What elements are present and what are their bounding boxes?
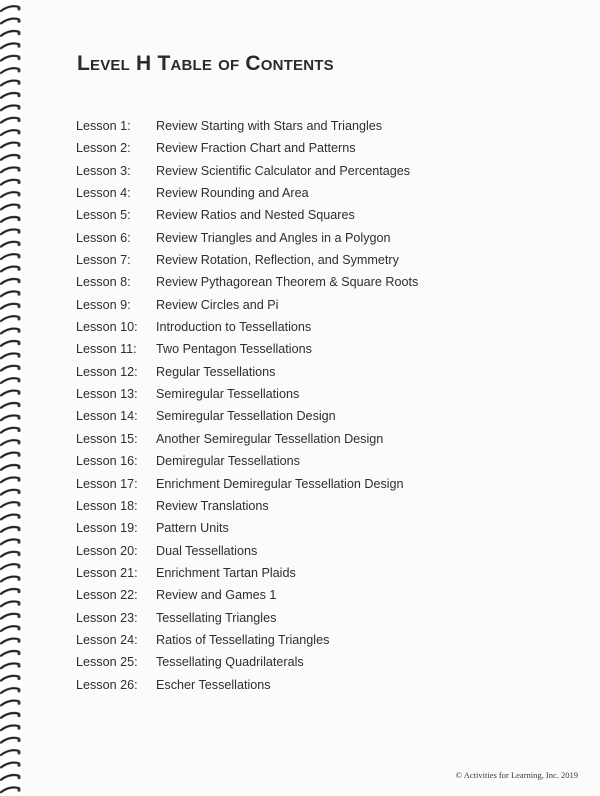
lesson-number: Lesson 8: bbox=[76, 275, 131, 290]
lesson-number: Lesson 5: bbox=[76, 208, 131, 223]
lesson-number: Lesson 19: bbox=[76, 521, 138, 536]
toc-entry bbox=[76, 473, 418, 495]
spiral-coil bbox=[1, 403, 21, 408]
toc-entry bbox=[76, 383, 418, 405]
spiral-coil bbox=[1, 601, 21, 606]
lesson-title: Tessellating Quadrilaterals bbox=[156, 655, 304, 670]
spiral-coil bbox=[1, 465, 21, 470]
spiral-coil bbox=[1, 155, 21, 160]
spiral-coil bbox=[1, 329, 21, 334]
lesson-number: Lesson 22: bbox=[76, 588, 138, 603]
spiral-coil bbox=[1, 415, 21, 420]
spiral-coil bbox=[1, 130, 21, 135]
spiral-coil bbox=[1, 291, 21, 296]
spiral-binding bbox=[0, 0, 22, 796]
lesson-title: Semiregular Tessellations bbox=[156, 387, 300, 402]
spiral-coil bbox=[1, 614, 21, 619]
lesson-number: Lesson 12: bbox=[76, 364, 138, 379]
spiral-coil bbox=[1, 688, 21, 693]
toc-entry bbox=[76, 629, 418, 651]
spiral-coil bbox=[1, 43, 21, 48]
toc-entry bbox=[76, 495, 418, 517]
spiral-coil bbox=[1, 502, 21, 507]
lesson-title: Enrichment Tartan Plaids bbox=[156, 565, 296, 580]
lesson-number: Lesson 1: bbox=[76, 119, 131, 133]
spiral-coil bbox=[1, 626, 21, 631]
lesson-number: Lesson 20: bbox=[76, 543, 138, 558]
spiral-coil bbox=[1, 254, 21, 259]
spiral-coil bbox=[1, 775, 21, 780]
spiral-coil bbox=[1, 217, 21, 222]
lesson-title: Review and Games 1 bbox=[156, 588, 277, 603]
toc-entry bbox=[76, 115, 418, 137]
toc-entry bbox=[76, 338, 418, 360]
toc-entry bbox=[76, 361, 418, 383]
lesson-title: Review Translations bbox=[156, 498, 269, 513]
lesson-title: Demiregular Tessellations bbox=[156, 454, 300, 469]
spiral-coil bbox=[1, 787, 21, 792]
lesson-number: Lesson 21: bbox=[76, 565, 138, 580]
lesson-title: Escher Tessellations bbox=[156, 677, 271, 692]
lesson-title: Tessellating Triangles bbox=[156, 610, 277, 625]
spiral-coil bbox=[1, 31, 21, 36]
spiral-coil bbox=[1, 701, 21, 706]
lesson-title: Review Triangles and Angles in a Polygon bbox=[156, 230, 391, 245]
lesson-title: Enrichment Demiregular Tessellation Design bbox=[156, 476, 404, 491]
copyright-notice: © Activities for Learning, Inc. 2019 bbox=[455, 770, 578, 780]
lesson-title: Review Starting with Stars and Triangles bbox=[156, 119, 383, 133]
spiral-coil bbox=[1, 676, 21, 681]
spiral-coil bbox=[1, 428, 21, 433]
spiral-coil bbox=[1, 118, 21, 123]
toc-entry bbox=[76, 249, 418, 271]
toc-entry bbox=[76, 405, 418, 427]
spiral-coil bbox=[1, 378, 21, 383]
spiral-coil bbox=[1, 564, 21, 569]
spiral-coil bbox=[1, 391, 21, 396]
spiral-coil bbox=[1, 577, 21, 582]
lesson-title: Review Rotation, Reflection, and Symmetry bbox=[156, 253, 399, 268]
spiral-coil bbox=[1, 552, 21, 557]
toc-entry bbox=[76, 316, 418, 338]
lesson-number: Lesson 3: bbox=[76, 163, 131, 178]
spiral-coil bbox=[1, 167, 21, 172]
spiral-coil bbox=[1, 205, 21, 210]
lesson-title: Review Fraction Chart and Patterns bbox=[156, 141, 356, 156]
lesson-number: Lesson 14: bbox=[76, 409, 138, 424]
spiral-coil bbox=[1, 440, 21, 445]
toc-entry bbox=[76, 137, 418, 159]
spiral-coil bbox=[1, 180, 21, 185]
spiral-coil bbox=[1, 663, 21, 668]
lesson-title: Dual Tessellations bbox=[156, 543, 258, 558]
lesson-number: Lesson 26: bbox=[76, 677, 138, 692]
spiral-coil bbox=[1, 539, 21, 544]
lesson-title: Introduction to Tessellations bbox=[156, 320, 312, 335]
toc-entry bbox=[76, 450, 418, 472]
spiral-coil bbox=[1, 725, 21, 730]
toc-entry bbox=[76, 204, 418, 226]
spiral-coil bbox=[1, 19, 21, 24]
toc-entry bbox=[76, 182, 418, 204]
spiral-coil bbox=[1, 192, 21, 197]
spiral-coil bbox=[1, 353, 21, 358]
spiral-coil bbox=[1, 527, 21, 532]
spiral-coil bbox=[1, 267, 21, 272]
spiral-coil bbox=[1, 143, 21, 148]
lesson-number: Lesson 17: bbox=[76, 476, 138, 491]
lesson-number: Lesson 2: bbox=[76, 141, 131, 156]
toc-entry bbox=[76, 674, 418, 696]
lesson-number: Lesson 24: bbox=[76, 632, 138, 647]
lesson-title: Review Scientific Calculator and Percentages bbox=[156, 163, 411, 178]
lesson-number: Lesson 4: bbox=[76, 186, 131, 201]
spiral-coil bbox=[1, 750, 21, 755]
spiral-coil bbox=[1, 56, 21, 61]
lesson-title: Pattern Units bbox=[156, 521, 229, 536]
spiral-coil bbox=[1, 68, 21, 73]
toc-entry bbox=[76, 227, 418, 249]
lesson-number: Lesson 11: bbox=[76, 342, 137, 357]
spiral-coil bbox=[1, 242, 21, 247]
spiral-binding-graphic bbox=[0, 0, 22, 796]
toc-entry bbox=[76, 428, 418, 450]
lesson-number: Lesson 15: bbox=[76, 431, 138, 446]
lesson-number: Lesson 13: bbox=[76, 387, 138, 402]
spiral-coil bbox=[1, 341, 21, 346]
spiral-coil bbox=[1, 763, 21, 768]
toc-entry bbox=[76, 271, 418, 293]
lesson-title: Ratios of Tessellating Triangles bbox=[156, 632, 330, 647]
toc-entry bbox=[76, 562, 418, 584]
spiral-coil bbox=[1, 105, 21, 110]
spiral-coil bbox=[1, 589, 21, 594]
spiral-coil bbox=[1, 713, 21, 718]
toc-entry bbox=[76, 584, 418, 606]
toc-entry bbox=[76, 540, 418, 562]
lesson-title: Another Semiregular Tessellation Design bbox=[156, 431, 384, 446]
spiral-coil bbox=[1, 477, 21, 482]
lesson-title: Semiregular Tessellation Design bbox=[156, 409, 336, 424]
table-of-contents bbox=[76, 115, 418, 696]
lesson-title: Review Ratios and Nested Squares bbox=[156, 208, 355, 223]
spiral-coil bbox=[1, 639, 21, 644]
lesson-title: Review Pythagorean Theorem & Square Roots bbox=[156, 275, 419, 290]
spiral-coil bbox=[1, 738, 21, 743]
spiral-coil bbox=[1, 81, 21, 86]
lesson-number: Lesson 9: bbox=[76, 297, 131, 312]
toc-entry bbox=[76, 607, 418, 629]
spiral-coil bbox=[1, 316, 21, 321]
spiral-coil bbox=[1, 490, 21, 495]
spiral-coil bbox=[1, 279, 21, 284]
page-title: Level H Table of Contents bbox=[77, 52, 334, 75]
spiral-coil bbox=[1, 366, 21, 371]
spiral-coil bbox=[1, 453, 21, 458]
spiral-coil bbox=[1, 229, 21, 234]
lesson-number: Lesson 7: bbox=[76, 253, 131, 268]
toc-entry bbox=[76, 517, 418, 539]
lesson-number: Lesson 18: bbox=[76, 498, 138, 513]
lesson-number: Lesson 25: bbox=[76, 655, 138, 670]
lesson-number: Lesson 10: bbox=[76, 320, 138, 335]
spiral-coil bbox=[1, 515, 21, 520]
lesson-title: Two Pentagon Tessellations bbox=[156, 342, 312, 357]
spiral-coil bbox=[1, 651, 21, 656]
lesson-title: Review Circles and Pi bbox=[156, 297, 279, 312]
spiral-coil bbox=[1, 93, 21, 98]
lesson-number: Lesson 6: bbox=[76, 230, 131, 245]
lesson-title: Review Rounding and Area bbox=[156, 186, 309, 201]
toc-entry bbox=[76, 160, 418, 182]
lesson-title: Regular Tessellations bbox=[156, 364, 276, 379]
lesson-number: Lesson 16: bbox=[76, 454, 138, 469]
spiral-coil bbox=[1, 6, 21, 11]
spiral-coil bbox=[1, 304, 21, 309]
toc-entry bbox=[76, 651, 418, 673]
toc-entry bbox=[76, 294, 418, 316]
lesson-number: Lesson 23: bbox=[76, 610, 138, 625]
